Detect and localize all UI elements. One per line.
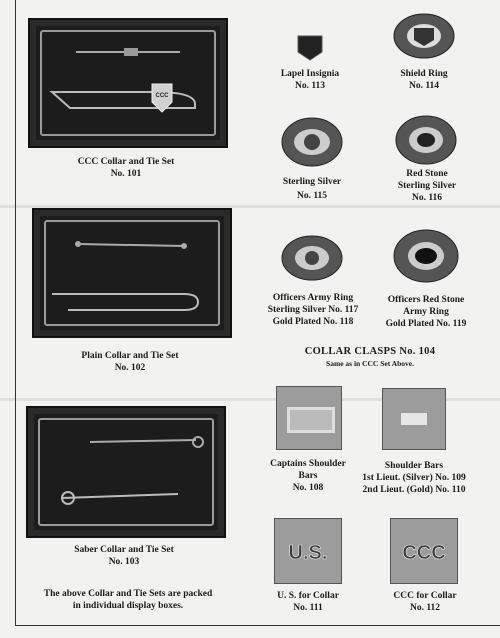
set-102-title: Plain Collar and Tie Set — [81, 351, 179, 361]
shoulder-bars-line-1: Shoulder Bars — [384, 461, 444, 471]
shield-ring-image — [394, 14, 454, 58]
footnote-line-2: in individual display boxes. — [72, 601, 184, 611]
captains-bars-number: No. 108 — [292, 483, 324, 493]
ccc-collar-emblem-text: CCC — [402, 542, 446, 564]
officers-army-ring-caption — [258, 292, 368, 328]
captains-bars-photo — [276, 386, 342, 450]
officers-red-line-3: Gold Plated No. 119 — [385, 319, 467, 329]
sterling-ring-number: No. 115 — [296, 191, 328, 201]
officers-red-stone-ring-image — [394, 230, 458, 282]
shoulder-bars-photo — [382, 388, 446, 450]
set-103-title: Saber Collar and Tie Set — [74, 545, 174, 555]
red-stone-caption — [384, 168, 470, 204]
captains-bars-caption — [262, 458, 354, 494]
ccc-collar-title: CCC for Collar — [393, 591, 457, 601]
lapel-insignia-image — [298, 36, 322, 60]
set-102-number: No. 102 — [114, 363, 146, 373]
ccc-collar-caption — [380, 590, 470, 614]
us-collar-photo — [274, 518, 342, 584]
ccc-collar-photo — [390, 518, 458, 584]
shoulder-bar-image — [401, 413, 427, 425]
shoulder-bars-line-2: 1st Lieut. (Silver) No. 109 — [362, 473, 466, 483]
us-emblem-text: U.S. — [288, 542, 328, 564]
captains-bars-line-2: Bars — [298, 471, 318, 481]
officers-army-ring-image — [282, 236, 342, 280]
collar-clasps-note: Same as in CCC Set Above. — [326, 359, 414, 368]
sterling-silver-ring-image — [282, 118, 342, 166]
lapel-insignia-title: Lapel Insignia — [280, 69, 340, 79]
sterling-ring-title: Sterling Silver — [282, 177, 342, 187]
captains-bars-image — [287, 407, 335, 433]
officers-army-line-3: Gold Plated No. 118 — [272, 317, 354, 327]
red-stone-ring-image — [396, 116, 456, 164]
sterling-ring-caption — [272, 176, 352, 202]
set-101-title: CCC Collar and Tie Set — [77, 157, 175, 167]
shield-ring-number: No. 114 — [408, 81, 440, 91]
collar-clasps-heading: COLLAR CLASPS No. 104 — [304, 346, 436, 357]
us-collar-caption — [266, 590, 350, 614]
lapel-insignia-caption — [270, 68, 350, 92]
us-collar-number: No. 111 — [293, 603, 323, 613]
shoulder-bars-caption — [354, 460, 474, 496]
set-103-number: No. 103 — [108, 557, 140, 567]
ccc-collar-image — [391, 519, 457, 583]
set-101-number: No. 101 — [110, 169, 142, 179]
captains-bars-line-1: Captains Shoulder — [270, 459, 346, 469]
footnote-line-1: The above Collar and Tie Sets are packed — [43, 589, 213, 599]
shield-ring-title: Shield Ring — [400, 69, 448, 79]
officers-red-stone-caption — [376, 294, 476, 330]
red-stone-number: No. 116 — [411, 193, 443, 203]
red-stone-title: Red Stone — [406, 169, 448, 179]
us-collar-image — [275, 519, 341, 583]
us-collar-title: U. S. for Collar — [277, 591, 339, 601]
officers-army-line-2: Sterling Silver No. 117 — [267, 305, 359, 315]
officers-red-line-2: Army Ring — [403, 307, 449, 317]
ccc-collar-number: No. 112 — [409, 603, 441, 613]
ccc-emblem-text: CCC — [155, 93, 169, 99]
officers-army-line-1: Officers Army Ring — [272, 293, 354, 303]
shoulder-bars-line-3: 2nd Lieut. (Gold) No. 110 — [362, 485, 466, 495]
red-stone-title-2: Sterling Silver — [397, 181, 457, 191]
officers-red-line-1: Officers Red Stone — [387, 295, 465, 305]
shield-ring-caption — [384, 68, 464, 92]
lapel-insignia-number: No. 113 — [294, 81, 326, 91]
